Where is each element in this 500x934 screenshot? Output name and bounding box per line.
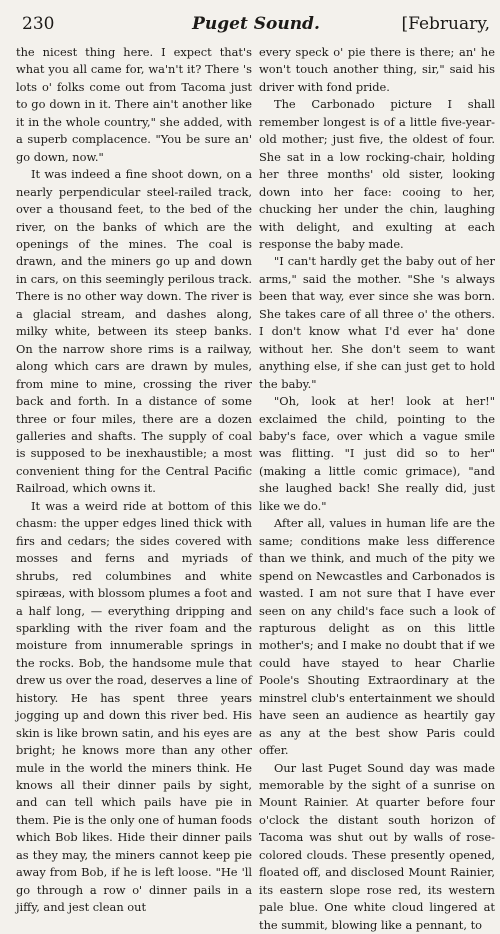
- paragraph: It was indeed a fine shoot down, on a nearly perpendicular steel-railed track, over a thousand feet, to the bed of the river, on the banks of which are the openings of the mines. The coal is drawn, and the miners go up and down in cars, on this seemingly perilous track. There is no other way down. The river is a glacial stream, and dashes along, milky white, between its steep banks. On the narrow shore rims is a railway, along which cars are drawn by mules, from mine to mine, crossing the river back and forth. In a distance of some three or four miles, there are a dozen galleries and shafts. The supply of coal is supposed to be inexhaustible; a most convenient thing for the Central Pacific Railroad, which owns it.: [16, 167, 252, 496]
- paragraph: Our last Puget Sound day was made memorable by the sight of a sunrise on Mount Rainier. At quarter before four o'clock the distant south horizon of Tacoma was shut out by walls of rose-colored clouds. These presently opened, floated off, and disclosed Mount Rainier, its eastern slope rose red, its western pale blue. One white cloud lingered at the summit, blowing like a pennant, to: [259, 760, 495, 932]
- paragraph: "I can't hardly get the baby out of her arms," said the mother. "She 's always been that way, ever since she was born. She takes care of all three o' the others. I don't know what I'd ever ha' done without her. She don't seem to want anything else, if she can just get to hold the baby.": [259, 254, 495, 391]
- paragraph: After all, values in human life are the same; conditions make less difference than we think, and much of the pity we spend on Newcastles and Carbonados is wasted. I am not sure that I have ever seen on any child's face such a look of rapturous delight as on this little mother's; and I make no doubt that if we could have stayed to hear Charlie Poole's Shouting Extraordinary at the minstrel club's entertainment we should have seen an audience as heartily gay as any at the best show Paris could offer.: [259, 516, 495, 758]
- paragraph: The Carbonado picture I shall remember longest is of a little five-year-old mother; just five, the oldest of four. She sat in a low rocking-chair, holding her three months' old sister, looking down into her face: cooing to her, chucking her under the chin, laughing with delight, and exulting at each response the baby made.: [259, 97, 495, 251]
- left-column: [16, 44, 252, 917]
- paragraph: "Oh, look at her! look at her!" exclaimed the child, pointing to the baby's face, over which a vague smile was flitting. "I just did so to her" (making a little comic grimace), "and she laughed back! She really did, just like we do.": [259, 394, 495, 513]
- right-column: [259, 44, 495, 934]
- paragraph: every speck o' pie there is there; an' he won't touch another thing, sir," said his driver with fond pride.: [259, 45, 495, 94]
- running-title: Puget Sound.: [192, 14, 320, 34]
- page-number: 230: [22, 14, 55, 34]
- issue-month: [February,: [401, 14, 490, 34]
- running-header: [22, 10, 490, 34]
- paragraph: the nicest thing here. I expect that's what you all came for, wa'n't it? There 's lots o' folks come out from Tacoma just to go down in it. There ain't another like it in the whole country," she added, with a superb complacence. "You be sure an' go down, now.": [16, 45, 252, 164]
- paragraph: It was a weird ride at bottom of this chasm: the upper edges lined thick with firs and cedars; the sides covered with mosses and ferns and myriads of shrubs, red columbines and white spiræas, with blossom plumes a foot and a half long, — everything dripping and sparkling with the river foam and the moisture from innumerable springs in the rocks. Bob, the handsome mule that drew us over the road, deserves a line of history. He has spent three years jogging up and down this river bed. His skin is like brown satin, and his eyes are bright; he knows more than any other mule in the world the miners think. He knows all their dinner pails by sight, and can tell which pails have pie in them. Pie is the only one of human foods which Bob likes. Hide their dinner pails as they may, the miners cannot keep pie away from Bob, if he is left loose. "He 'll go through a row o' dinner pails in a jiffy, and jest clean out: [16, 498, 252, 915]
